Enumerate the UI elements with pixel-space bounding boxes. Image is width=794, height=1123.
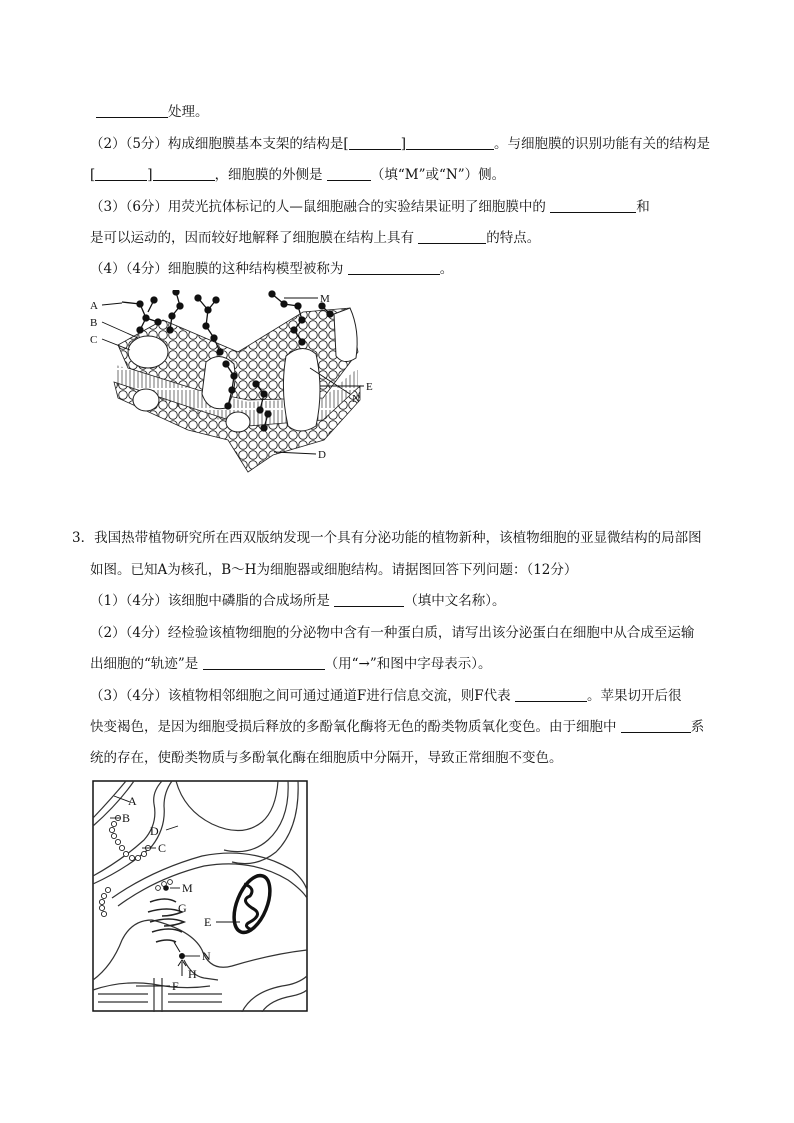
q2-part-3-line-1 [90, 197, 650, 217]
answer-blank[interactable] [418, 229, 486, 244]
q2-part-2-line-2 [90, 165, 505, 185]
q3-part-1 [90, 591, 505, 611]
figure-label: M [182, 881, 193, 895]
text: （用“→”和图中字母表示）。 [324, 656, 492, 672]
cell-svg [92, 780, 308, 1012]
figure-label: B [90, 317, 98, 329]
protein [133, 389, 159, 411]
answer-blank[interactable] [348, 260, 440, 275]
text: 如图。已知A为核孔，B～H为细胞器或细胞结构。请据图回答下列问题：（12分） [90, 562, 578, 578]
protein [226, 412, 250, 432]
figure-label: E [204, 915, 212, 929]
answer-blank[interactable] [95, 166, 147, 181]
protein [283, 348, 320, 431]
text: ] [400, 136, 406, 152]
text: 3．我国热带植物研究所在西双版纳发现一个具有分泌功能的植物新种，该植物细胞的亚显微结构的局部图 [72, 530, 702, 546]
text: 。苹果切开后很 [586, 688, 682, 704]
text: ] [147, 167, 153, 183]
figure-label: H [188, 967, 197, 981]
protein [128, 336, 168, 368]
text: ，细胞膜的外侧是 [214, 167, 327, 183]
text: 。与细胞膜的识别功能有关的结构是 [493, 136, 710, 152]
figure-label: D [150, 824, 159, 838]
text: 。 [439, 261, 454, 277]
figure-label: E [366, 381, 373, 393]
text: （3）（4分）该植物相邻细胞之间可通过通道F进行信息交流，则F代表 [90, 688, 515, 704]
text: （4）（4分）细胞膜的这种结构模型被称为 [90, 261, 348, 277]
q3-part-2-line-1 [90, 623, 694, 643]
q3-part-3-line-3 [90, 748, 563, 768]
q3-stem-1 [72, 528, 702, 548]
vesicle-m [163, 885, 169, 891]
figure-label: A [90, 300, 98, 312]
figure-label: D [318, 449, 326, 461]
membrane-diagram [88, 290, 388, 490]
q3-part-2-line-2 [90, 654, 491, 674]
text: （填中文名称）。 [404, 593, 506, 609]
q3-part-3-line-1 [90, 686, 681, 706]
figure-label: B [122, 811, 131, 825]
q2-part-4 [90, 259, 453, 279]
text: （2）（4分）经检验该植物细胞的分泌物中含有一种蛋白质，请写出该分泌蛋白在细胞中从合成至运输 [90, 625, 695, 641]
protein [202, 356, 235, 408]
answer-blank[interactable] [349, 135, 401, 150]
text: （1）（4分）该细胞中磷脂的合成场所是 [90, 593, 335, 609]
text: 统的存在，使酚类物质与多酚氧化酶在细胞质中分隔开，导致正常细胞不变色。 [90, 750, 563, 766]
answer-blank[interactable] [550, 198, 636, 213]
answer-blank[interactable] [96, 103, 168, 118]
answer-blank[interactable] [515, 687, 587, 702]
protein [334, 308, 357, 362]
text: 快变褐色，是因为细胞受损后释放的多酚氧化酶将无色的酚类物质氧化变色。由于细胞中 [90, 719, 621, 735]
text: （3）（6分）用荧光抗体标记的人—鼠细胞融合的实验结果证明了细胞膜中的 [90, 199, 551, 215]
cell-diagram [92, 780, 308, 1012]
answer-blank[interactable] [406, 135, 494, 150]
q2-part-2-line-1 [90, 134, 710, 154]
text: 和 [636, 199, 650, 215]
answer-blank[interactable] [334, 592, 404, 607]
figure-label: A [128, 794, 137, 808]
figure-label: C [90, 334, 98, 346]
answer-blank[interactable] [153, 166, 215, 181]
q2-part-3-line-2 [90, 228, 540, 248]
q3-stem-2 [90, 560, 577, 580]
text: 处理。 [168, 104, 209, 120]
figure-label: N [352, 393, 360, 405]
q3-part-3-line-2 [90, 717, 704, 737]
text: 出细胞的“轨迹”是 [90, 656, 203, 672]
answer-blank[interactable] [203, 655, 325, 670]
text: [ [90, 167, 96, 183]
vesicle-n [179, 953, 185, 959]
text: 的特点。 [486, 230, 541, 246]
figure-label: C [158, 841, 167, 855]
figure-label: M [320, 293, 330, 305]
figure-label: F [172, 979, 179, 993]
text: （填“M”或“N”）侧。 [370, 167, 506, 183]
membrane-svg [88, 290, 388, 490]
q2-line-0 [96, 102, 209, 122]
answer-blank[interactable] [327, 166, 371, 181]
text: 是可以运动的，因而较好地解释了细胞膜在结构上具有 [90, 230, 419, 246]
answer-blank[interactable] [621, 718, 691, 733]
figure-label: G [178, 901, 187, 915]
text: （2）（5分）构成细胞膜基本支架的结构是[ [90, 136, 349, 152]
figure-label: N [202, 949, 211, 963]
text: 系 [690, 719, 705, 735]
